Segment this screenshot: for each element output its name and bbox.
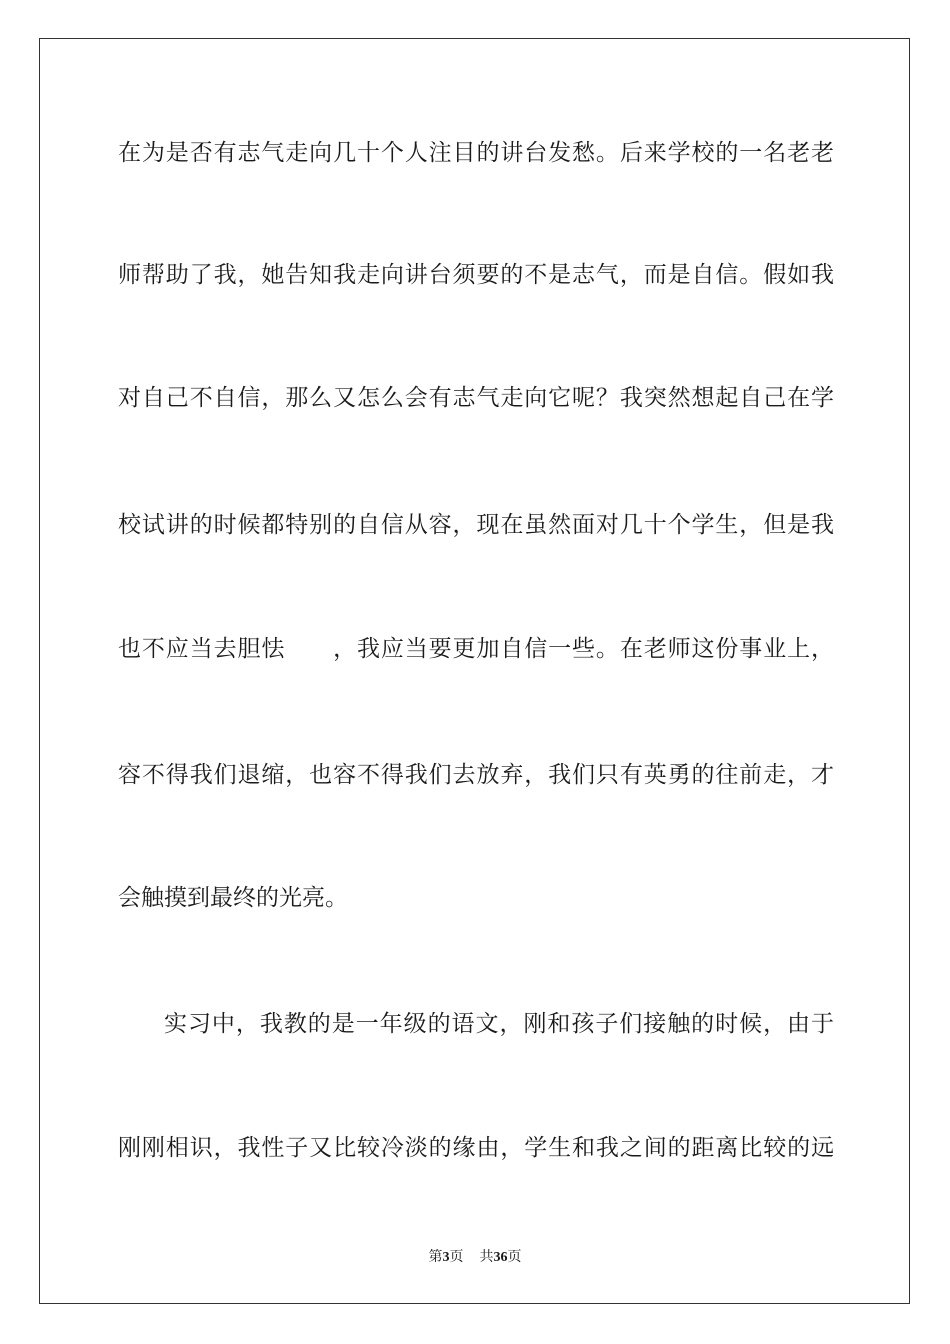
footer-total-number: 36: [493, 1250, 508, 1265]
text-line-8: 实习中，我教的是一年级的语文，刚和孩子们接触的时候，由于: [164, 1011, 834, 1037]
text-line-5: 也不应当去胆怯 ，我应当要更加自信一些。在老师这份事业上，: [118, 636, 834, 662]
footer-page-number: 3: [442, 1250, 450, 1265]
footer-total-prefix: 共: [479, 1249, 494, 1265]
text-line-1: 在为是否有志气走向几十个人注目的讲台发愁。后来学校的一名老老: [118, 140, 834, 166]
text-line-9: 刚刚相识，我性子又比较冷淡的缘由，学生和我之间的距离比较的远: [118, 1135, 834, 1161]
text-line-6: 容不得我们退缩，也容不得我们去放弃，我们只有英勇的往前走，才: [118, 762, 834, 788]
footer-total-suffix: 页: [507, 1249, 522, 1265]
text-line-3: 对自己不自信，那么又怎么会有志气走向它呢？我突然想起自己在学: [118, 385, 834, 411]
footer-page-prefix: 第: [428, 1249, 443, 1265]
page-border: [39, 38, 910, 1304]
footer-page-suffix: 页: [449, 1249, 464, 1265]
page-footer: [0, 1248, 950, 1267]
text-line-4: 校试讲的时候都特别的自信从容，现在虽然面对几十个学生，但是我: [118, 512, 834, 538]
text-line-2: 师帮助了我，她告知我走向讲台须要的不是志气，而是自信。假如我: [118, 262, 834, 288]
text-line-7: 会触摸到最终的光亮。: [118, 885, 348, 911]
